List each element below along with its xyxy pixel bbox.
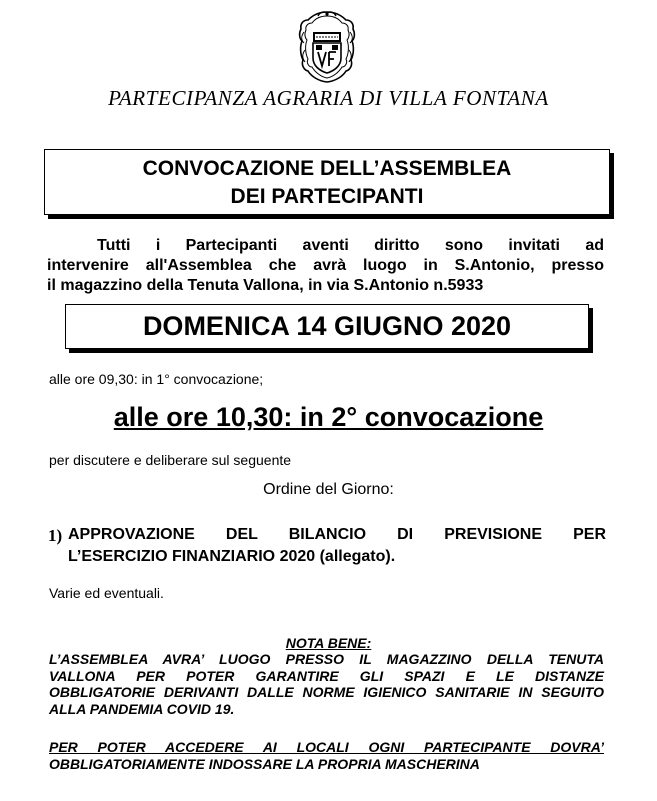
nota-bene-line-4: ALLA PANDEMIA COVID 19. xyxy=(49,700,235,717)
agenda-item xyxy=(48,524,606,568)
nota-bene-line-1: L’ASSEMBLEA AVRA’ LUOGO PRESSO IL MAGAZZINO DELLA TENUTA xyxy=(49,651,604,667)
agenda-item-line-1: APPROVAZIONE DEL BILANCIO DI PREVISIONE PER xyxy=(68,526,606,543)
title-line-1: CONVOCAZIONE DELL’ASSEMBLEA xyxy=(142,157,512,180)
intro-line-3: il magazzino della Tenuta Vallona, in via S.Antonio n.5933 xyxy=(47,277,484,294)
organization-name: PARTECIPANZA AGRARIA DI VILLA FONTANA xyxy=(108,86,549,110)
mask-notice-line-1: PER POTER ACCEDERE AI LOCALI OGNI PARTECIPANTE DOVRA’ xyxy=(49,739,604,755)
intro-line-1: Tutti i Partecipanti aventi diritto sono invitati ad xyxy=(97,237,604,254)
mask-notice-line-2: OBBLIGATORIAMENTE INDOSSARE LA PROPRIA MASCHERINA xyxy=(49,755,480,772)
intro-paragraph xyxy=(47,236,604,296)
intro-line-2: intervenire all'Assemblea che avrà luogo in S.Antonio, presso xyxy=(47,257,604,274)
discuss-text: per discutere e deliberare sul seguente xyxy=(49,452,292,468)
nota-bene-text xyxy=(49,651,604,717)
agenda-item-number: 1) xyxy=(48,526,63,545)
title-line-2: DEI PARTECIPANTI xyxy=(230,185,424,208)
mask-notice xyxy=(49,739,604,772)
second-call-time: alle ore 10,30: in 2° convocazione xyxy=(113,402,544,432)
nota-bene-line-3: OBBLIGATORIE DERIVANTI DALLE NORME IGIENICO SANITARIE IN SEGUITO xyxy=(49,684,604,700)
misc-items: Varie ed eventuali. xyxy=(49,585,164,601)
meeting-date: DOMENICA 14 GIUGNO 2020 xyxy=(65,304,589,349)
nota-bene-line-2: VALLONA PER POTER GARANTIRE GLI SPAZI E LE DISTANZE xyxy=(49,667,604,684)
nota-bene-title: NOTA BENE: xyxy=(285,635,372,651)
title-box xyxy=(44,149,610,215)
coat-of-arms-icon xyxy=(296,10,358,84)
first-call-time: alle ore 09,30: in 1° convocazione; xyxy=(49,371,264,387)
order-of-the-day-title: Ordine del Giorno: xyxy=(263,481,394,498)
agenda-item-line-2: L’ESERCIZIO FINANZIARIO 2020 (allegato). xyxy=(68,548,396,565)
